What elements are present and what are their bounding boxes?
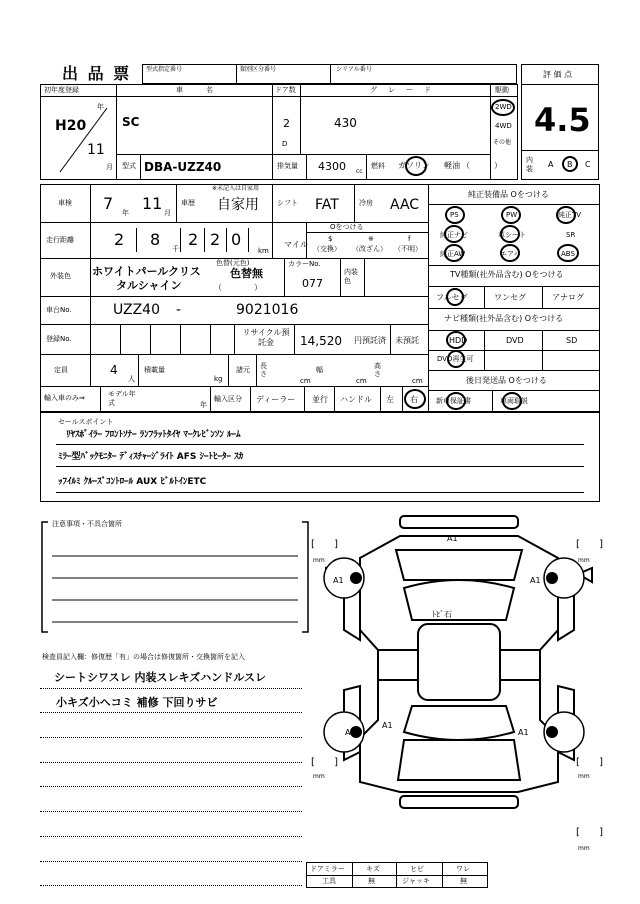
mileage-digit: 2 <box>210 230 221 249</box>
interior-color-label: 内装色 <box>344 268 358 285</box>
equip-aw-circle <box>444 244 464 262</box>
displacement-value: 4300 <box>318 160 346 173</box>
equip-airbag-circle <box>500 244 520 262</box>
ac-value: AAC <box>390 197 420 213</box>
original-color: 色替無 <box>230 267 263 280</box>
sales-line: ｯﾌｲﾙﾐ ｸﾙｰｽﾞｺﾝﾄﾛｰﾙ AUX ﾋﾞﾙﾄｲﾝETC <box>58 477 207 487</box>
interior-c: C <box>585 160 591 169</box>
mileage-digit: 2 <box>188 230 199 249</box>
equip-leather-circle <box>500 225 520 243</box>
inspector-note: シートシワスレ 内装スレキズハンドルスレ <box>54 671 266 684</box>
notes-bracket <box>40 520 310 635</box>
damage-mark: A1 <box>382 721 393 730</box>
form-title: 出 品 票 <box>62 64 132 83</box>
footer-header: ドアミラー <box>310 865 345 873</box>
equip-ps-circle <box>445 206 465 224</box>
damage-mark: A1 <box>518 728 529 737</box>
inspection-label: 車検 <box>58 199 72 207</box>
equip-leather: 革シート <box>498 231 526 239</box>
equip-abs: ABS <box>561 250 575 258</box>
color-label: 外装色 <box>50 272 71 280</box>
grade-label: グ レ ー ド <box>370 86 433 94</box>
later-title: 後日発送品 Oをつける <box>466 376 547 385</box>
footer-cell: ジャッキ <box>402 877 430 885</box>
color-line1: ホワイトパールクリス <box>92 265 201 278</box>
navi-dvd: DVD <box>506 336 524 345</box>
damage-mark: A1 <box>345 728 356 737</box>
inspector-label: 検査員記入欄：修復歴「有」の場合は修復箇所・交換箇所を記入 <box>42 653 245 661</box>
navi-hdd-circle <box>446 331 466 349</box>
fuel-gasoline-circle <box>405 156 427 176</box>
type-cert-label: 型式指定番号 <box>146 66 183 73</box>
damage-mark: A1 <box>447 534 458 543</box>
equip-aw: 純正AW <box>440 250 466 258</box>
navi-hdd: HDD <box>449 336 468 345</box>
navi-dvd-play-circle <box>447 350 465 368</box>
navi-dvd-play: DVD再生可 <box>437 355 474 363</box>
interior-label: 内装 <box>526 156 533 173</box>
first-reg-era: H20 <box>55 118 87 134</box>
equip-sr: SR <box>566 231 576 239</box>
fuel-gasoline: ガソリン <box>398 161 430 170</box>
mileage-digit: 8 <box>150 230 161 249</box>
doors-value: 2 <box>283 117 290 130</box>
damage-mark: ﾄﾋﾞ石 <box>432 610 452 619</box>
color-no-label: カラーNo. <box>288 260 321 268</box>
usage-value: 自家用 <box>217 197 259 213</box>
mileage-label: 走行距離 <box>46 236 74 244</box>
later-manual-circle <box>502 392 522 410</box>
inspection-year: 7 <box>103 194 114 213</box>
reg-no-label: 登録No. <box>46 335 72 343</box>
recycle-label: リサイクル預託金 <box>242 328 290 347</box>
equip-abs-circle <box>557 244 579 262</box>
doors-label: ドア数 <box>275 86 296 94</box>
equipment-title: 純正装備品 Oをつける <box>468 190 549 199</box>
grade-value: 430 <box>334 116 357 130</box>
later-manual: 車両取説 <box>500 397 528 405</box>
meter-label: マイル <box>284 240 308 249</box>
mileage-digit: 2 <box>114 230 125 249</box>
drive-4wd: 4WD <box>495 122 512 130</box>
footer-header: キズ <box>366 865 380 873</box>
equip-tv: 純正TV <box>558 211 582 219</box>
shift-label: シフト <box>277 199 298 207</box>
chassis-label: 車台No. <box>46 306 72 314</box>
recycle-amount: 14,520 <box>300 334 342 348</box>
equip-navi: 純正ナビ <box>440 231 468 239</box>
damage-mark: A1 <box>333 576 344 585</box>
handle-right-circle <box>404 389 426 409</box>
interior-b: B <box>567 160 573 169</box>
drive-2wd-circle <box>491 99 515 116</box>
sales-line: ﾘﾔｽﾎﾟｲﾗｰ ﾌﾛﾝﾄｿﾅｰ ﾗﾝﾌﾗｯﾄﾀｲﾔ ﾏｰｸﾚﾋﾞﾝｿﾝ ﾙｰﾑ <box>66 430 241 440</box>
later-warranty: 新車保証書 <box>436 397 471 405</box>
footer-header: ワレ <box>456 865 470 873</box>
drive-label: 駆動 <box>495 86 509 94</box>
score-value: 4.5 <box>534 101 591 139</box>
car-damage-diagram <box>300 510 600 860</box>
damage-mark: A1 <box>530 576 541 585</box>
car-name-label: 車 名 <box>176 86 216 94</box>
score-label: 評 価 点 <box>543 70 573 79</box>
shift-value: FAT <box>315 197 339 213</box>
drive-2wd: 2WD <box>495 103 512 111</box>
first-reg-label: 初年度登録 <box>44 86 79 94</box>
footer-cell: 無 <box>460 877 467 885</box>
model-label: 型式 <box>122 162 136 170</box>
equip-ps: PS <box>450 211 459 219</box>
footer-header: ヒビ <box>410 865 424 873</box>
interior-a: A <box>548 160 554 169</box>
tv-fullseg: フルセグ <box>436 293 468 302</box>
fuel-diesel: 軽油 <box>444 161 460 170</box>
footer-cell: 無 <box>368 877 375 885</box>
equip-airbag: エアバ <box>500 250 521 258</box>
usage-label: 車歴 <box>181 199 195 207</box>
color-line2: タルシャイン <box>116 279 182 292</box>
sales-line: ﾐﾗｰ型ﾊﾞｯｸﾓﾆﾀｰ ﾃﾞｨｽﾁｬｰｼﾞﾗｲﾄ AFS ｼｰﾄﾋｰﾀｰ ｽｶ <box>58 452 244 462</box>
navi-sd: SD <box>566 336 578 345</box>
capacity-label: 定員 <box>54 366 68 374</box>
displacement-label: 排気量 <box>277 162 298 170</box>
later-warranty-circle <box>446 392 466 410</box>
load-label: 積載量 <box>144 366 165 374</box>
fuel-label: 燃料 <box>371 162 385 170</box>
dims-label: 諸元 <box>236 366 250 374</box>
equip-pw: PW <box>506 211 518 219</box>
import-label: 輸入車のみ⇒ <box>44 394 85 402</box>
first-reg-month: 11 <box>87 142 105 158</box>
equip-navi-circle <box>444 225 464 243</box>
color-no: 077 <box>302 277 323 290</box>
tv-fullseg-circle <box>446 288 464 306</box>
model-value: DBA-UZZ40 <box>144 160 222 174</box>
footer-cell: 工具 <box>322 877 336 885</box>
class-label: 類別区分番号 <box>240 66 277 73</box>
navi-title: ナビ種類(社外品含む) Oをつける <box>444 314 564 323</box>
car-name: SC <box>122 115 140 129</box>
chassis-model: UZZ40 <box>113 302 160 318</box>
inspector-note: 小キズ小ヘコミ 補修 下回りサビ <box>56 696 218 709</box>
ac-label: 冷房 <box>359 199 373 207</box>
equip-tv-circle <box>556 206 576 224</box>
inspection-month: 11 <box>142 194 163 213</box>
capacity-value: 4 <box>110 363 118 377</box>
serial-label: シリアル番号 <box>336 66 372 73</box>
equip-pw-circle <box>501 206 521 224</box>
chassis-no: 9021016 <box>236 302 299 318</box>
mileage-digit: 0 <box>231 230 242 249</box>
notes-label: 注意事項・不具合箇所 <box>52 520 122 528</box>
date-slash <box>52 100 114 176</box>
sales-points-label: セールスポイント <box>58 418 114 426</box>
drive-other: その他 <box>493 139 512 146</box>
interior-b-circle <box>562 156 578 172</box>
tv-title: TV種類(社外品含む) Oをつける <box>450 270 564 279</box>
tv-oneseg: ワンセグ <box>494 293 526 302</box>
tv-analog: アナログ <box>552 293 584 302</box>
